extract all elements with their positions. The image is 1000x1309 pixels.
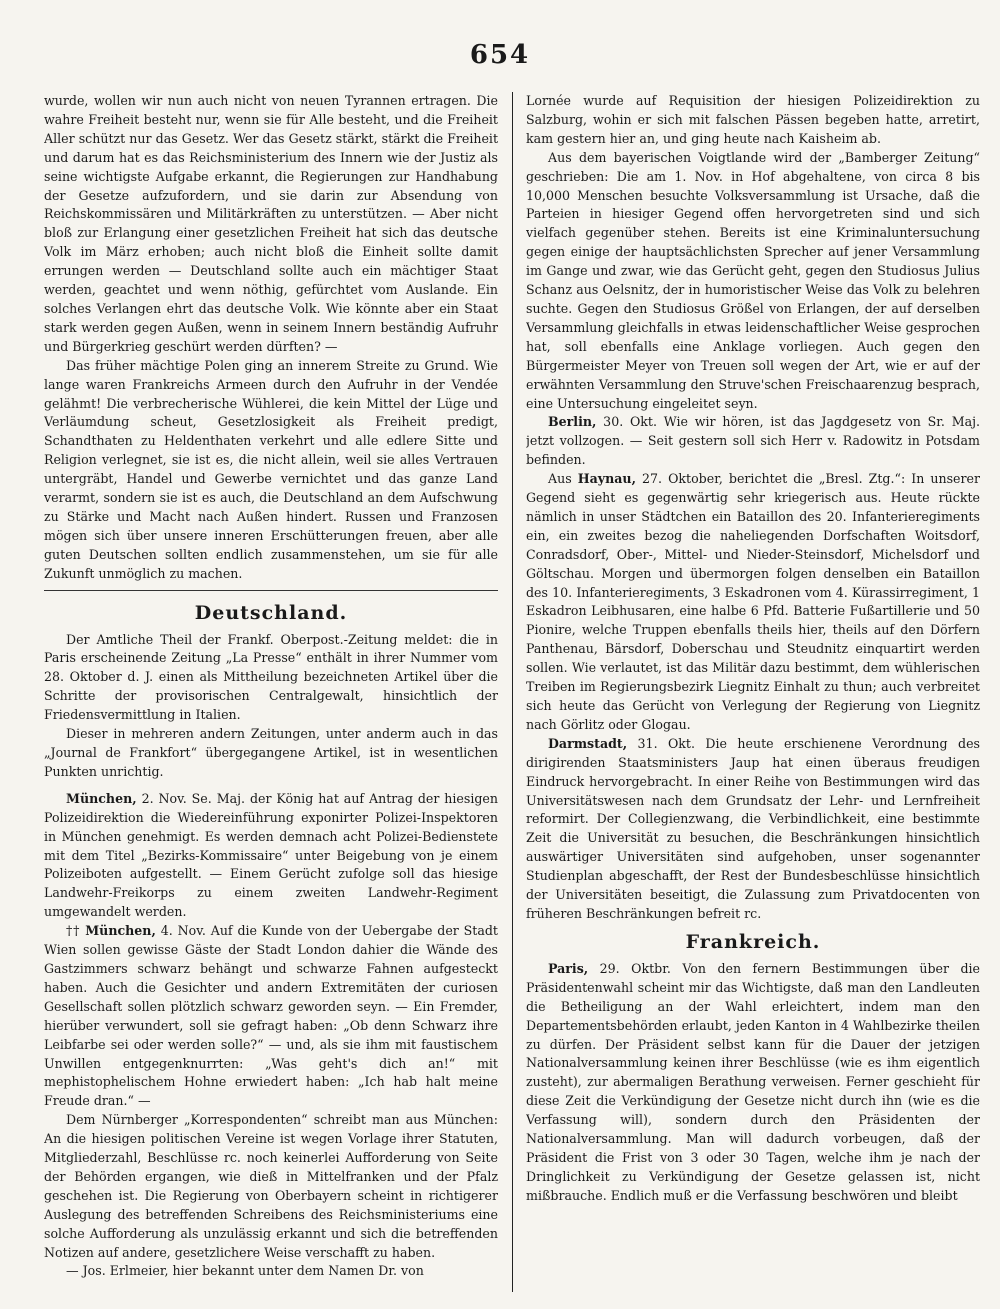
- article-frankfurt-cont: Dieser in mehreren andern Zeitungen, unter anderm auch in das „Journal de Frankfort“ übergegangene Artikel, ist in wesentlichen Punkten unrichtig.: [44, 726, 498, 779]
- article-prefix: Aus: [548, 471, 578, 487]
- article-berlin: [526, 413, 980, 470]
- article-frankfurt: Der Amtliche Theil der Frankf. Oberpost.-Zeitung meldet: die in Paris erscheinende Zeitung „La Presse“ enthält in ihrer Nummer vom 28. Oktober d. J. einen als Mittheilung bezeichneten Artikel über die Schritte der provisorischen Centralgewalt, hinsichtlich der Friedensvermittlung in Italien.: [44, 631, 498, 723]
- article-text: 4. Nov. Auf die Kunde von der Uebergabe der Stadt Wien sollen gewisse Gäste der Stadt London dahier die Wände des Gastzimmers schwarz behängt und schwarze Fahnen aufgesteckt haben. Auch die Gesichter und andern Extremitäten der curiosen Gesellschaft sollen plötzlich schwarz geworden seyn. — Ein Fremder, hierüber verwundert, soll sie gefragt haben: „Ob denn Schwarz ihre Leibfarbe sei oder werden solle?“ — und, als sie ihm mit faustischem Unwillen entgegenknurrten: „Was geht's dich an!“ mit mephistophelischem Hohne erwiedert haben: „Ich hab halt meine Freude dran.“ —: [44, 923, 498, 1109]
- article-muenchen-2: [44, 922, 498, 1111]
- intro-paragraph-2: Das früher mächtige Polen ging an innerem Streite zu Grund. Wie lange waren Frankreichs Armeen durch den Aufruhr in der Vendée gelähmt! Die verbrecherische Wühlerei, die kein Mittel der Lüge und Verläumdung scheut, Gesetzlosigkeit als Freiheit predigt, Schandthaten zu Heldenthaten verkehrt und alle edlere Sitte und Religion verlegnet, sie ist es, die nicht allein, weil sie alles Vertrauen untergräbt, Handel und Gewerbe vernichtet und das ganze Land verarmt, sondern sie ist es auch, die Deutschland an dem Aufschwung zu Stärke und Macht nach Außen hindert. Russen und Franzosen mögen sich über unsere inneren Erschütterungen freuen, aber alle guten Deutschen sollten endlich zusammenstehen, um sie für alle Zukunft unmöglich zu machen.: [44, 357, 498, 581]
- article-voigtland: Aus dem bayerischen Voigtlande wird der „Bamberger Zeitung“ geschrieben: Die am 1. Nov. in Hof abgehaltene, von circa 8 bis 10,000 Menschen besuchte Volksversammlung ist Ursache, daß die Parteien in hiesiger Gegend offen hervorgetreten sind und sich vielfach gegenüber stehen. Bereits ist eine Kriminaluntersuchung gegen einige der hauptsächlichsten Sprecher auf jener Versammlung im Gange und zwar, wie das Gerücht geht, gegen den Studiosus Julius Schanz aus Oelsnitz, der in humoristischer Weise das Volk zu belehren suchte. Gegen den Studiosus Größel von Erlangen, der auf derselben Versammlung gleichfalls in etwas leidenschaftlicher Weise gesprochen hat, soll ebenfalls eine Anklage vorliegen. Auch gegen den Bürgermeister Meyer von Treuen soll wegen der Art, wie er auf der erwähnten Versammlung den Struve'schen Freischaarenzug besprach, eine Untersuchung eingeleitet seyn.: [526, 149, 980, 411]
- article-haynau: [526, 470, 980, 735]
- article-darmstadt: [526, 735, 980, 924]
- columns: [44, 92, 980, 1292]
- right-column: [526, 92, 980, 1292]
- section-heading-frankreich: Frankreich.: [685, 930, 821, 953]
- dateline-place: München,: [66, 790, 137, 806]
- article-muenchen-1: [44, 790, 498, 922]
- dateline-place: Darmstadt,: [548, 735, 628, 751]
- article-paris: [526, 960, 980, 1206]
- left-column: [44, 92, 498, 1292]
- article-marker: ††: [66, 923, 86, 939]
- article-erlmeier-cont: Lornée wurde auf Requisition der hiesigen Polizeidirektion zu Salzburg, wohin er sich mit falschen Pässen begeben hatte, arretirt, kam gestern hier an, und ging heute nach Kaisheim ab.: [526, 93, 980, 146]
- column-rule: [512, 92, 513, 1292]
- intro-paragraph-1: wurde, wollen wir nun auch nicht von neuen Tyrannen ertragen. Die wahre Freiheit besteht nur, wenn sie für Alle besteht, und die Freiheit Aller schützt nur das Gesetz. Wer das Gesetz stärkt, stärkt die Freiheit und darum hat es das Reichsministerium des Innern wie der Justiz als seine wichtigste Aufgabe erkannt, die Regierungen zur Handhabung der Gesetze aufzufordern, und sie darin zur Absendung von Reichskommissären und Militärkräften zu unterstützen. — Aber nicht bloß zur Erlangung einer gesetzlichen Freiheit hat sich das deutsche Volk im März erhoben; auch nicht bloß die Einheit sollte damit errungen werden — Deutschland sollte auch ein mächtiger Staat werden, geachtet und wenn nöthig, gefürchtet vom Auslande. Ein solches Verlangen ehrt das deutsche Volk. Wie könnte aber ein Staat stark werden gegen Außen, wenn in seinem Innern beständig Aufruhr und Bürgerkrieg geschürt werden dürften? —: [44, 93, 498, 354]
- section-divider: [44, 590, 498, 591]
- dateline-place: Berlin,: [548, 414, 597, 430]
- article-nuernberg: Dem Nürnberger „Korrespondenten“ schreibt man aus München: An die hiesigen politischen Vereine ist wegen Vorlage ihrer Statuten, Mitgliederzahl, Beschlüsse rc. noch keinerlei Aufforderung von Seite der Behörden ergangen, wie dieß in Mittelfranken und der Pfalz geschehen ist. Die Regierung von Oberbayern scheint in richtigerer Auslegung des betreffenden Schreibens des Reichsministeriums eine solche Aufforderung als unzulässig erkannt und sich die betreffenden Notizen auf andere, gesetzlichere Weise verschafft zu haben.: [44, 1112, 498, 1260]
- section-heading-deutschland: Deutschland.: [194, 601, 348, 624]
- article-erlmeier: — Jos. Erlmeier, hier bekannt unter dem Namen Dr. von: [66, 1263, 424, 1279]
- article-text: 29. Oktbr. Von den fernern Bestimmungen über die Präsidentenwahl scheint mir das Wichtigste, daß man den Landleuten die Betheiligung an der Wahl erleichtert, indem man den Departementsbehörden erlaubt, jeden Kanton in 4 Wahlbezirke theilen zu dürfen. Der Präsident selbst kann für die Dauer der jetzigen Nationalversammlung keinen ihrer Beschlüsse (wie es ihm eigentlich zusteht), zur abermaligen Berathung verweisen. Ferner geschieht für diese Zeit die Verkündigung der Gesetze nicht durch ihn (wie es die Verfassung will), sondern durch den Präsidenten der Nationalversammlung. Man will dadurch vorbeugen, daß der Präsident die Frist von 3 oder 30 Tagen, welche ihm je nach der Dringlichkeit zu Verkündigung der Gesetze gelassen ist, nicht mißbrauche. Endlich muß er die Verfassung beschwören und bleibt: [526, 960, 980, 1203]
- article-text: 30. Okt. Wie wir hören, ist das Jagdgesetz von Sr. Maj. jetzt vollzogen. — Seit gestern soll sich Herr v. Radowitz in Potsdam befinden.: [526, 414, 980, 468]
- dateline-place: Haynau,: [577, 471, 636, 487]
- article-text: 27. Oktober, berichtet die „Bresl. Ztg.“: In unserer Gegend sieht es gegenwärtig sehr kriegerisch aus. Heute rückte nämlich in unser Städtchen ein Bataillon des 20. Infanterieregiments ein, ein zweites bezog die naheliegenden Dorfschaften Woitsdorf, Conradsdorf, Ober-, Mittel- und Nieder-Steinsdorf, Michelsdorf und Göltschau. Morgen und übermorgen folgen denselben ein Bataillon des 10. Infanterieregiments, 3 Eskadronen vom 4. Kürassirregiment, 1 Eskadron Leibhusaren, eine halbe 6 Pfd. Batterie Fußartillerie und 50 Pionire, welche Truppen ebenfalls theils hier, theils auf den Dörfern Panthenau, Bärsdorf, Doberschau und Steudnitz einquartirt werden sollen. Wie verlautet, ist das Militär dazu bestimmt, dem wühlerischen Treiben im Regierungsbezirk Liegnitz Einhalt zu thun; auch verbreitet sich heute das Gerücht von Verlegung der Regierung von Liegnitz nach Görlitz oder Glogau.: [526, 471, 980, 732]
- article-text: 31. Okt. Die heute erschienene Verordnung des dirigirenden Staatsministers Jaup hat einen überaus freudigen Eindruck hervorgebracht. In einer Reihe von Bestimmungen wird das Universitätswesen nach dem Grundsatz der Lehr- und Lernfreiheit reformirt. Der Collegienzwang, die Verbindlichkeit, eine bestimmte Zeit die Universität zu besuchen, die Beschränkungen hinsichtlich auswärtiger Universitäten sind aufgehoben, unser sogenannter Studienplan abgeschafft, der Rest der Bundesbeschlüsse hinsichtlich der Universitäten beseitigt, die Zulassung zum Privatdocenten von früheren Beschränkungen befreit rc.: [526, 735, 980, 921]
- page-number: 654: [469, 40, 531, 70]
- dateline-place: München,: [85, 923, 156, 939]
- dateline-place: Paris,: [548, 960, 589, 976]
- article-text: 2. Nov. Se. Maj. der König hat auf Antrag der hiesigen Polizeidirektion die Wiedereinführung exponirter Polizei-Inspektoren in München genehmigt. Es werden demnach acht Polizei-Bedienstete mit dem Titel „Bezirks-Kommissaire“ unter Beigebung von je einem Polizeiboten aufgestellt. — Einem Gerücht zufolge soll das hiesige Landwehr-Freikorps zu einem zweiten Landwehr-Regiment umgewandelt werden.: [44, 790, 498, 920]
